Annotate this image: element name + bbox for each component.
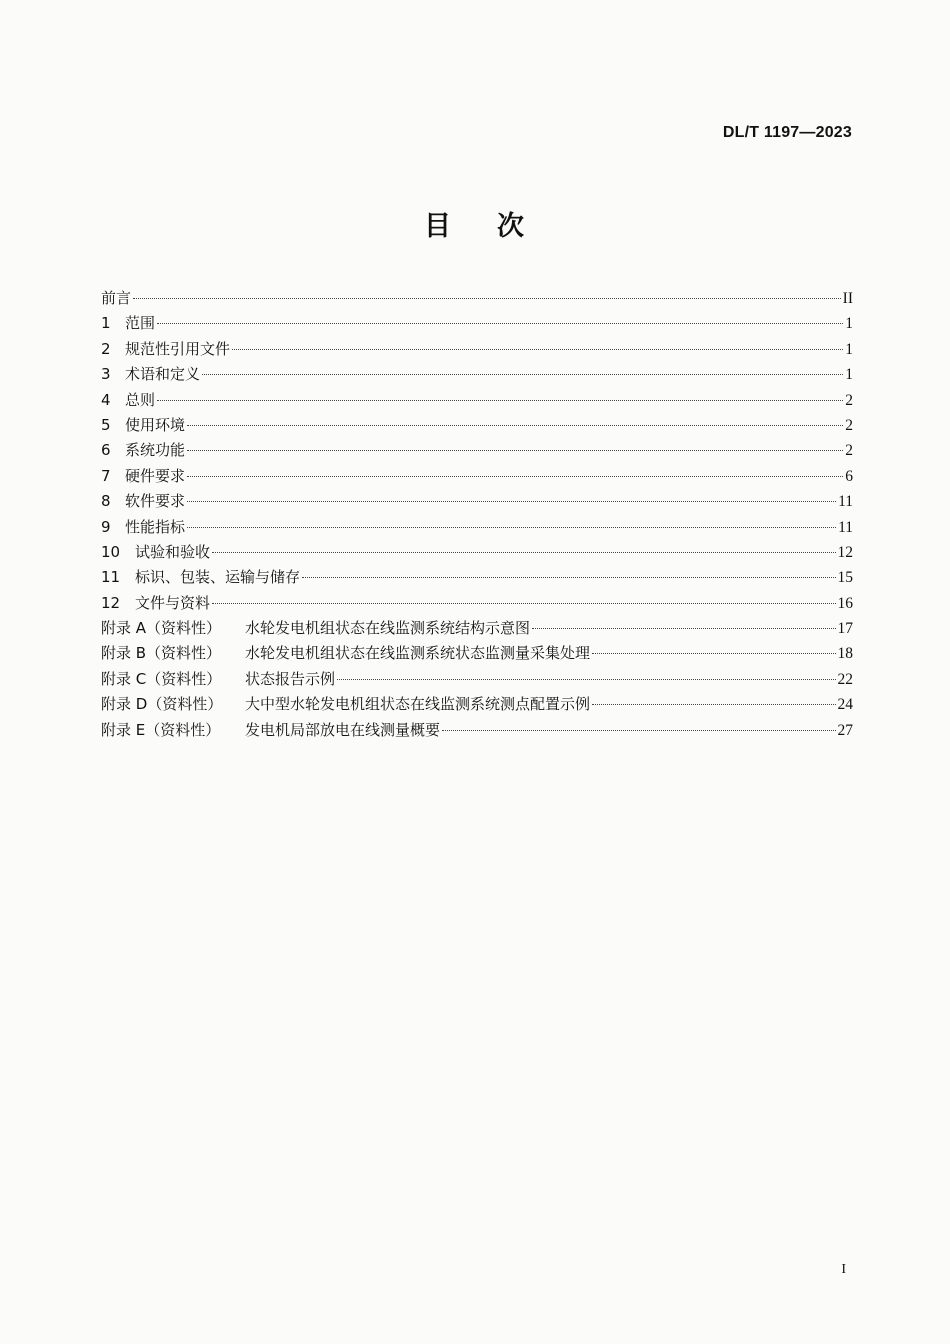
- toc-label: 文件与资料: [135, 593, 211, 612]
- dot-leader: [187, 425, 843, 426]
- toc-label: 规范性引用文件: [125, 339, 231, 358]
- toc-label: 状态报告示例: [245, 669, 336, 688]
- toc-number: 5: [101, 415, 111, 434]
- toc-entry-8[interactable]: [101, 489, 853, 514]
- toc-label: 水轮发电机组状态在线监测系统结构示意图: [245, 619, 531, 638]
- toc-label: 系统功能: [125, 441, 186, 460]
- toc-label: 使用环境: [125, 415, 186, 434]
- dot-leader: [232, 349, 843, 350]
- dot-leader: [157, 323, 843, 324]
- toc-page: 24: [837, 696, 853, 714]
- toc-page: 1: [845, 366, 853, 384]
- toc-label: 试验和验收: [135, 542, 211, 561]
- toc-number: 7: [101, 466, 111, 485]
- toc-number: 11: [101, 568, 121, 587]
- toc-page: 18: [837, 645, 853, 663]
- appendix-prefix: 附录 E（资料性）: [101, 720, 221, 739]
- toc-number: 12: [101, 593, 121, 612]
- table-of-contents: [101, 286, 853, 743]
- toc-label: 总则: [125, 390, 156, 409]
- title-part-1: 目: [424, 211, 453, 242]
- toc-page: 17: [837, 620, 853, 638]
- toc-entry-5[interactable]: [101, 413, 853, 438]
- toc-page: 12: [837, 543, 853, 561]
- toc-page: 15: [837, 569, 853, 587]
- toc-number: 8: [101, 492, 111, 511]
- dot-leader: [157, 400, 843, 401]
- toc-page: 2: [845, 442, 853, 460]
- toc-entry-appendix-b[interactable]: [101, 641, 853, 666]
- toc-entry-12[interactable]: [101, 591, 853, 616]
- toc-entry-appendix-c[interactable]: [101, 667, 853, 692]
- toc-page: 6: [845, 467, 853, 485]
- toc-label: 术语和定义: [125, 365, 201, 384]
- toc-entry-10[interactable]: [101, 540, 853, 565]
- dot-leader: [532, 628, 835, 629]
- toc-label: 发电机局部放电在线测量概要: [245, 720, 441, 739]
- appendix-prefix: 附录 B（资料性）: [101, 644, 222, 663]
- toc-label: 软件要求: [125, 492, 186, 511]
- toc-label: 水轮发电机组状态在线监测系统状态监测量采集处理: [245, 644, 591, 663]
- dot-leader: [302, 577, 835, 578]
- toc-entry-appendix-e[interactable]: [101, 718, 853, 743]
- dot-leader: [202, 374, 843, 375]
- toc-page: II: [842, 290, 853, 307]
- toc-number: 2: [101, 339, 111, 358]
- dot-leader: [337, 679, 835, 680]
- toc-page: 1: [845, 315, 853, 333]
- toc-number: 6: [101, 441, 111, 460]
- dot-leader: [212, 603, 835, 604]
- toc-page: 16: [837, 594, 853, 612]
- toc-page: 11: [838, 493, 853, 511]
- toc-entry-7[interactable]: [101, 464, 853, 489]
- dot-leader: [212, 552, 835, 553]
- toc-number: 9: [101, 517, 111, 536]
- toc-entry-6[interactable]: [101, 438, 853, 463]
- toc-entry-9[interactable]: [101, 515, 853, 540]
- toc-entry-4[interactable]: [101, 388, 853, 413]
- toc-entry-appendix-a[interactable]: [101, 616, 853, 641]
- toc-entry-1[interactable]: [101, 311, 853, 336]
- toc-label: 性能指标: [125, 517, 186, 536]
- toc-number: 4: [101, 390, 111, 409]
- toc-number: 3: [101, 365, 111, 384]
- appendix-prefix: 附录 A（资料性）: [101, 619, 222, 638]
- page-title: [0, 204, 950, 243]
- dot-leader: [133, 298, 841, 299]
- appendix-prefix: 附录 C（资料性）: [101, 669, 222, 688]
- toc-page: 27: [837, 721, 853, 739]
- toc-page: 22: [837, 670, 853, 688]
- toc-label: 前言: [101, 289, 132, 307]
- dot-leader: [187, 450, 843, 451]
- toc-entry-preface[interactable]: [101, 286, 853, 311]
- toc-page: 1: [845, 340, 853, 358]
- toc-label: 范围: [125, 314, 156, 333]
- dot-leader: [592, 653, 835, 654]
- toc-label: 硬件要求: [125, 466, 186, 485]
- toc-page: 11: [838, 518, 853, 536]
- dot-leader: [592, 704, 835, 705]
- toc-entry-appendix-d[interactable]: [101, 692, 853, 717]
- dot-leader: [187, 527, 836, 528]
- page-number: I: [841, 1262, 846, 1277]
- toc-label: 大中型水轮发电机组状态在线监测系统测点配置示例: [245, 695, 591, 714]
- toc-number: 10: [101, 542, 121, 561]
- toc-entry-11[interactable]: [101, 565, 853, 590]
- title-part-2: 次: [497, 211, 526, 242]
- appendix-prefix: 附录 D（资料性）: [101, 695, 223, 714]
- toc-page: 2: [845, 416, 853, 434]
- dot-leader: [187, 501, 836, 502]
- dot-leader: [442, 730, 835, 731]
- toc-label: 标识、包装、运输与储存: [135, 568, 301, 587]
- toc-entry-3[interactable]: [101, 362, 853, 387]
- toc-entry-2[interactable]: [101, 337, 853, 362]
- toc-page: 2: [845, 391, 853, 409]
- dot-leader: [187, 476, 843, 477]
- document-code: DL/T 1197—2023: [722, 124, 852, 141]
- toc-number: 1: [101, 314, 111, 333]
